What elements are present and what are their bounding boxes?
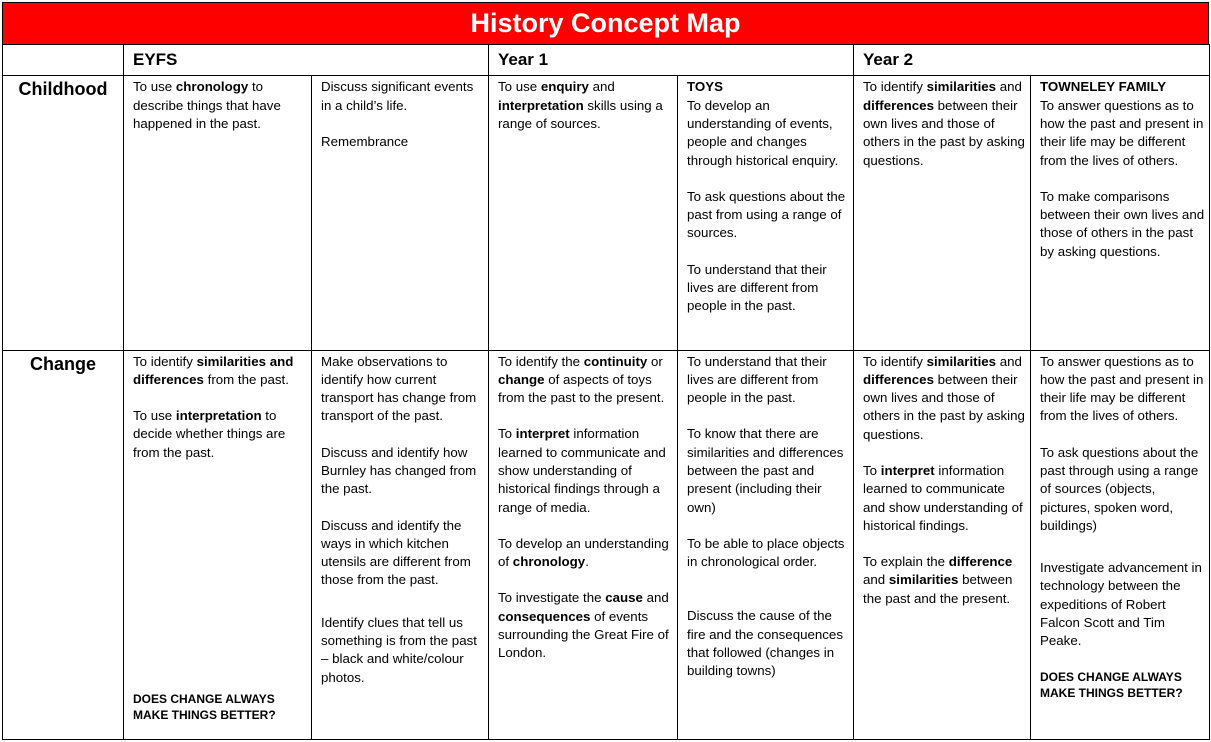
paragraph: To explain the difference and similarities between the past and the present. <box>863 554 1013 606</box>
paragraph: To identify similarities and differences from the past. <box>133 353 294 387</box>
topic-label: TOYS <box>687 79 723 95</box>
paragraph: To make comparisons between their own lives and those of others in the past by asking questions. <box>1040 188 1205 259</box>
paragraph: To be able to place objects in chronological order. <box>687 535 845 570</box>
paragraph: To use enquiry and interpretation skills using a range of sources. <box>498 79 663 131</box>
childhood-year2-topic-towneley <box>1031 76 1210 350</box>
change-eyfs-objective <box>124 350 312 740</box>
change-eyfs-activities <box>312 350 489 740</box>
paragraph: To develop an understanding of events, people and changes through historical enquiry. <box>687 97 839 168</box>
childhood-year1-topic-toys <box>678 76 854 350</box>
page-title: History Concept Map <box>2 2 1209 45</box>
paragraph: Discuss the cause of the fire and the consequences that followed (changes in building towns) <box>687 608 843 679</box>
paragraph: Discuss significant events in a child’s life. <box>321 79 474 113</box>
paragraph: To investigate the cause and consequences of events surrounding the Great Fire of London. <box>498 590 669 661</box>
childhood-eyfs-activities <box>312 76 489 350</box>
childhood-year2-objective <box>854 76 1031 350</box>
year-heading-year1: Year 1 <box>489 45 854 76</box>
paragraph: Identify clues that tell us something is from the past – black and white/colour photos. <box>321 614 477 685</box>
paragraph: Remembrance <box>321 133 409 149</box>
paragraph: Investigate advancement in technology between the expeditions of Robert Falcon Scott and Tim Peake. <box>1040 560 1202 649</box>
paragraph: To ask questions about the past through using a range of sources (objects, pictures, spoken word, buildings) <box>1040 444 1199 533</box>
year-header-row <box>3 45 1210 76</box>
paragraph: Discuss and identify how Burnley has changed from the past. <box>321 444 477 497</box>
guiding-question: DOES CHANGE ALWAYS MAKE THINGS BETTER? <box>133 692 276 722</box>
paragraph: To know that there are similarities and differences between the past and present (including their own) <box>687 426 844 515</box>
paragraph: To interpret information learned to communicate and show understanding of historical findings. <box>863 462 1023 533</box>
change-year1-objective <box>489 350 678 740</box>
childhood-eyfs-objective <box>124 76 312 350</box>
change-year1-activities <box>678 350 854 740</box>
paragraph: To identify similarities and differences between their own lives and those of others in the past by asking questions. <box>863 79 1025 168</box>
paragraph: To use interpretation to decide whether things are from the past. <box>133 408 286 460</box>
paragraph: To use chronology to describe things that have happened in the past. <box>133 79 281 131</box>
paragraph: To answer questions as to how the past and present in their life may be different from the lives of others. <box>1040 353 1204 424</box>
corner-cell <box>3 45 124 76</box>
topic-label: TOWNELEY FAMILY <box>1040 79 1167 95</box>
concept-map-table <box>2 44 1210 740</box>
concept-heading-change: Change <box>3 350 124 740</box>
guiding-question: DOES CHANGE ALWAYS MAKE THINGS BETTER? <box>1040 669 1183 700</box>
paragraph: To develop an understanding of chronology. <box>498 535 669 570</box>
concept-heading-childhood: Childhood <box>3 76 124 350</box>
childhood-year1-objective <box>489 76 678 350</box>
paragraph: To interpret information learned to communicate and show understanding of historical findings through a range of media. <box>498 426 666 515</box>
paragraph: To identify the continuity or change of aspects of toys from the past to the present. <box>498 353 665 406</box>
paragraph: Make observations to identify how current transport has change from transport of the past. <box>321 353 477 424</box>
paragraph: To identify similarities and differences between their own lives and those of others in the past by asking questions. <box>863 353 1025 442</box>
paragraph: Discuss and identify the ways in which kitchen utensils are different from those from the past. <box>321 517 471 588</box>
paragraph: To understand that their lives are different from people in the past. <box>687 261 827 314</box>
childhood-row <box>3 76 1210 350</box>
change-year2-objective <box>854 350 1031 740</box>
change-row <box>3 350 1210 740</box>
paragraph: To ask questions about the past from using a range of sources. <box>687 188 846 241</box>
year-heading-year2: Year 2 <box>854 45 1210 76</box>
year-heading-eyfs: EYFS <box>124 45 489 76</box>
paragraph: To understand that their lives are different from people in the past. <box>687 353 827 406</box>
change-year2-activities <box>1031 350 1210 740</box>
paragraph: To answer questions as to how the past and present in their life may be different from the lives of others. <box>1040 97 1204 168</box>
